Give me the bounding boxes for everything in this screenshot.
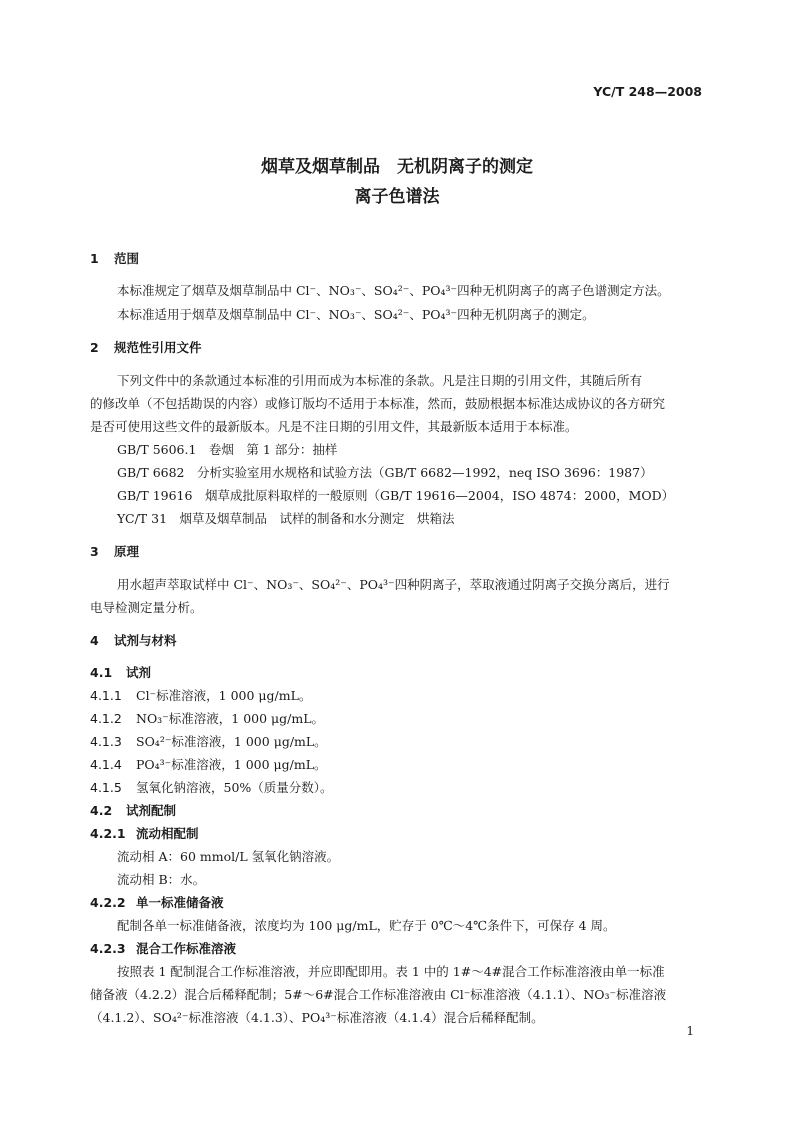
reference-item: YC/T 31 烟草及烟草制品 试样的制备和水分测定 烘箱法 bbox=[117, 511, 455, 526]
clause-text: 氢氧化钠溶液，50%（质量分数）。 bbox=[136, 780, 333, 795]
scope-paragraph-1: 本标准规定了烟草及烟草制品中 Cl⁻、NO₃⁻、SO₄²⁻、PO₄³⁻四种无机阴离子的离子色谱测定方法。 bbox=[117, 283, 670, 298]
references-paragraph-line-3: 是否可使用这些文件的最新版本。凡是不注日期的引用文件，其最新版本适用于本标准。 bbox=[90, 419, 578, 434]
mobile-phase-b: 流动相 B：水。 bbox=[117, 872, 206, 887]
clause-number: 4.2 bbox=[90, 803, 113, 818]
page-number: 1 bbox=[686, 1024, 694, 1038]
references-paragraph-line-2: 的修改单（不包括勘误的内容）或修订版均不适用于本标准，然而，鼓励根据本标准达成协议的各方研究 bbox=[90, 396, 666, 411]
section-number: 3 bbox=[90, 544, 99, 559]
clause-title: 流动相配制 bbox=[136, 826, 199, 841]
section-1-heading bbox=[90, 249, 139, 267]
clause-title: 混合工作标准溶液 bbox=[136, 941, 237, 956]
clause-4-2-1-heading bbox=[90, 824, 199, 842]
section-4-heading bbox=[90, 631, 177, 649]
clause-number: 4.1.2 bbox=[90, 711, 122, 726]
reference-item: GB/T 5606.1 卷烟 第 1 部分：抽样 bbox=[117, 442, 338, 457]
document-title: 烟草及烟草制品 无机阴离子的测定 bbox=[261, 157, 533, 177]
clause-title: 试剂配制 bbox=[126, 803, 177, 818]
scope-paragraph-2: 本标准适用于烟草及烟草制品中 Cl⁻、NO₃⁻、SO₄²⁻、PO₄³⁻四种无机阴离子的测定。 bbox=[117, 307, 595, 322]
standard-number: YC/T 248—2008 bbox=[593, 84, 702, 99]
mixed-standard-line-3: （4.1.2）、SO₄²⁻标准溶液（4.1.3）、PO₄³⁻标准溶液（4.1.4）混合后稀释配制。 bbox=[90, 1010, 544, 1025]
clause-number: 4.2.3 bbox=[90, 941, 126, 956]
clause-text: NO₃⁻标准溶液，1 000 μg/mL。 bbox=[136, 711, 325, 726]
clause-4-1-heading bbox=[90, 663, 151, 681]
mixed-standard-line-1: 按照表 1 配制混合工作标准溶液，并应即配即用。表 1 中的 1#～4#混合工作标准溶液由单一标准 bbox=[117, 964, 665, 979]
principle-line-1: 用水超声萃取试样中 Cl⁻、NO₃⁻、SO₄²⁻、PO₄³⁻四种阴离子，萃取液通过阴离子交换分离后，进行 bbox=[117, 577, 670, 592]
clause-number: 4.1 bbox=[90, 665, 113, 680]
section-title: 范围 bbox=[114, 251, 140, 266]
clause-4-2-heading bbox=[90, 801, 176, 819]
section-number: 4 bbox=[90, 633, 99, 648]
section-title: 试剂与材料 bbox=[114, 633, 177, 648]
clause-text: SO₄²⁻标准溶液，1 000 μg/mL。 bbox=[136, 734, 327, 749]
clause-title: 单一标准储备液 bbox=[136, 895, 224, 910]
document-subtitle: 离子色谱法 bbox=[354, 187, 440, 207]
clause-number: 4.1.5 bbox=[90, 780, 122, 795]
reagent-item bbox=[90, 709, 324, 727]
section-number: 1 bbox=[90, 251, 99, 266]
reference-item: GB/T 6682 分析实验室用水规格和试验方法（GB/T 6682—1992，neq ISO 3696：1987） bbox=[117, 465, 653, 480]
reagent-item bbox=[90, 778, 333, 796]
references-paragraph-line-1: 下列文件中的条款通过本标准的引用而成为本标准的条款。凡是注日期的引用文件，其随后所有 bbox=[117, 373, 643, 388]
reagent-item bbox=[90, 686, 311, 704]
clause-text: Cl⁻标准溶液，1 000 μg/mL。 bbox=[136, 688, 312, 703]
clause-number: 4.1.1 bbox=[90, 688, 122, 703]
clause-title: 试剂 bbox=[126, 665, 152, 680]
reagent-item bbox=[90, 732, 327, 750]
clause-4-2-2-heading bbox=[90, 893, 224, 911]
section-title: 原理 bbox=[114, 544, 140, 559]
clause-number: 4.1.4 bbox=[90, 757, 122, 772]
clause-number: 4.2.2 bbox=[90, 895, 126, 910]
reagent-item bbox=[90, 755, 327, 773]
mixed-standard-line-2: 储备液（4.2.2）混合后稀释配制；5#～6#混合工作标准溶液由 Cl⁻标准溶液（4.1.1）、NO₃⁻标准溶液 bbox=[90, 987, 667, 1002]
clause-text: PO₄³⁻标准溶液，1 000 μg/mL。 bbox=[136, 757, 327, 772]
section-title: 规范性引用文件 bbox=[114, 340, 202, 355]
clause-number: 4.1.3 bbox=[90, 734, 122, 749]
section-3-heading bbox=[90, 542, 139, 560]
principle-line-2: 电导检测定量分析。 bbox=[90, 600, 203, 615]
clause-4-2-3-heading bbox=[90, 939, 236, 957]
mobile-phase-a: 流动相 A：60 mmol/L 氢氧化钠溶液。 bbox=[117, 849, 340, 864]
clause-number: 4.2.1 bbox=[90, 826, 126, 841]
stock-solution-text: 配制各单一标准储备液，浓度均为 100 μg/mL，贮存于 0℃～4℃条件下，可保存 4 周。 bbox=[117, 918, 616, 933]
section-2-heading bbox=[90, 338, 202, 356]
section-number: 2 bbox=[90, 340, 99, 355]
reference-item: GB/T 19616 烟草成批原料取样的一般原则（GB/T 19616—2004，ISO 4874：2000，MOD） bbox=[117, 488, 675, 503]
